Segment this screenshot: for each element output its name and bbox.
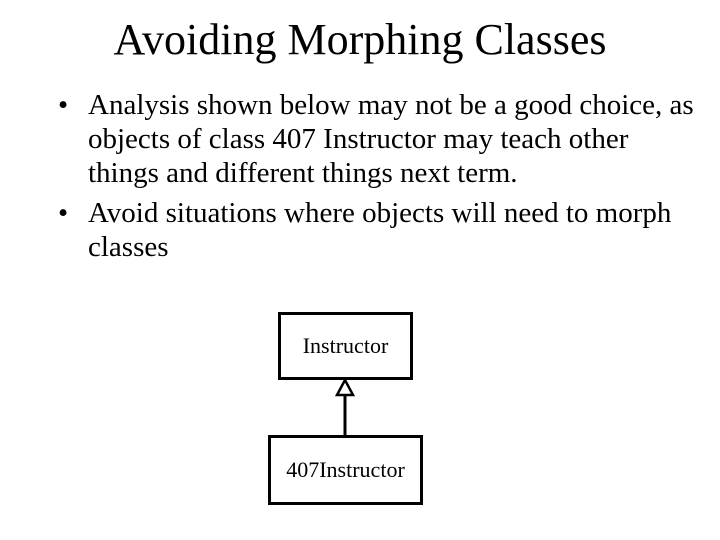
bullet-marker: • — [58, 197, 69, 229]
uml-class-instructor-label: Instructor — [302, 333, 389, 358]
bullet-list — [58, 88, 698, 270]
bullet-text: Analysis shown below may not be a good choice, as objects of class 407 Instructor may teach other things and different things next term. — [88, 89, 694, 189]
uml-class-407instructor — [268, 435, 423, 505]
bullet-marker: • — [58, 89, 69, 121]
bullet-item — [58, 88, 698, 190]
bullet-text: Avoid situations where objects will need to morph classes — [88, 197, 672, 263]
uml-class-instructor — [278, 312, 413, 380]
bullet-item — [58, 196, 698, 264]
uml-class-407instructor-label: 407Instructor — [286, 457, 405, 482]
slide-title: Avoiding Morphing Classes — [113, 15, 607, 64]
inheritance-arrowhead — [337, 380, 353, 395]
